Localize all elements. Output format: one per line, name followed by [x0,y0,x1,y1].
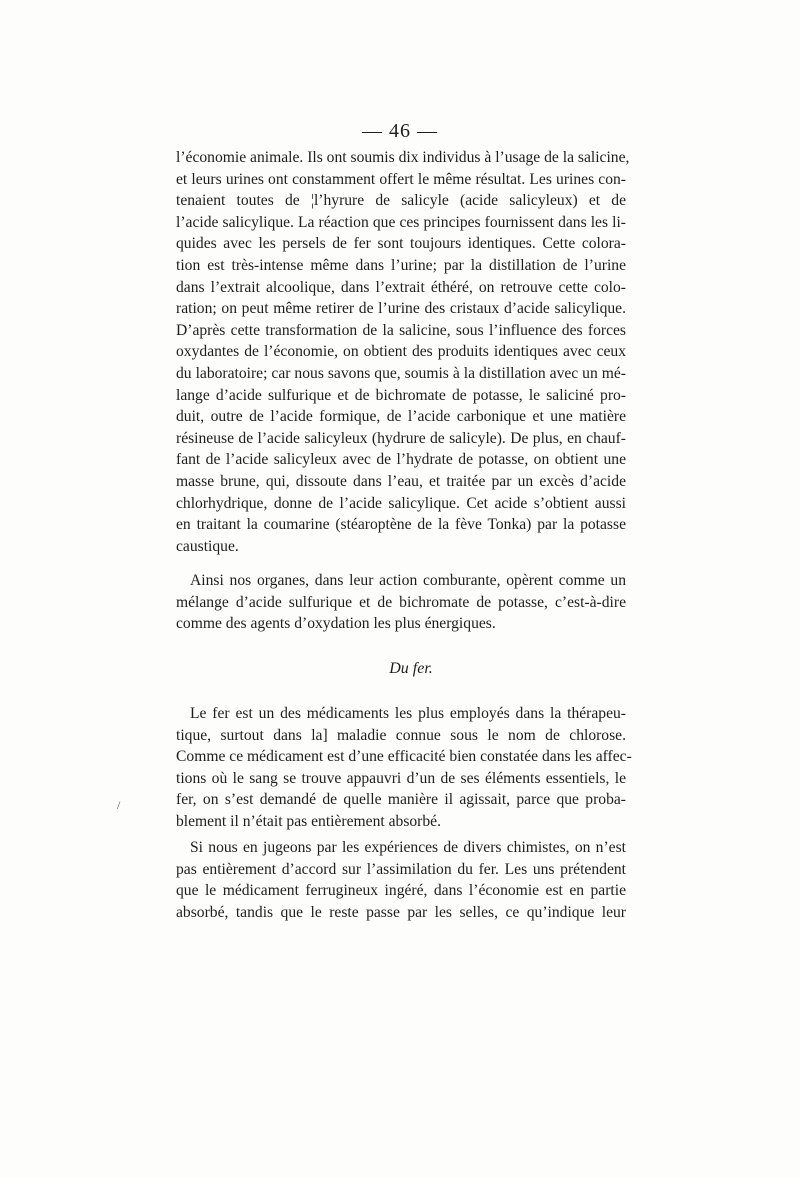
text-line: en traitant la coumarine (stéaroptène de la fève Tonka) par la potasse [176,516,626,534]
paragraph-salicine [176,147,630,557]
text-line: tion est très-intense même dans l’urine; par la distillation de l’urine [176,256,626,274]
text-line: tique, surtout dans la] maladie connue sous le nom de chlorose. [176,726,626,744]
text-line: comme des agents d’oxydation les plus énergiques. [176,615,496,633]
text-line: Si nous en jugeons par les expériences de divers chimistes, on n’est [190,839,626,856]
text-line: oxydantes de l’économie, on obtient des produits identiques avec ceux [176,343,626,361]
text-line: l’acide salicylique. La réaction que ces principes fournissent dans les li- [176,213,626,231]
margin-mark: / [117,798,121,812]
text-line: chlorhydrique, donne de l’acide salicylique. Cet acide s’obtient aussi [176,494,626,512]
text-line: pas entièrement d’accord sur l’assimilation du fer. Les uns prétendent [176,860,626,878]
text-line: quides avec les persels de fer sont toujours identiques. Cette colora- [176,235,626,253]
text-line: mélange d’acide sulfurique et de bichromate de potasse, c’est-à-dire [176,593,626,611]
text-line: Le fer est un des médicaments les plus employés dans la thérapeu- [190,705,626,722]
text-line: Comme ce médicament est d’une efficacité bien constatée dans les affec- [176,748,632,766]
section-heading: Du fer. [389,660,433,677]
page-number: — 46 — [362,120,438,142]
text-line: tenaient toutes de ¦l’hyrure de salicyle (acide salicyleux) et de [176,192,626,210]
text-line: ration; on peut même retirer de l’urine des cristaux d’acide salicylique. [176,300,626,318]
text-line: du laboratoire; car nous savons que, soumis à la distillation avec un mé- [176,364,626,382]
text-line: tions où le sang se trouve appauvri d’un de ses éléments essentiels, le [176,769,626,787]
text-line: Ainsi nos organes, dans leur action comburante, opèrent comme un [190,572,626,589]
text-line: dans l’extrait alcoolique, dans l’extrait éthéré, on retrouve cette colo- [176,278,626,296]
paragraph-organes [176,570,626,635]
text-line: duit, outre de l’acide formique, de l’acide carbonique et une matière [176,408,626,426]
text-line: fer, on s’est demandé de quelle manière il agissait, parce que proba- [176,791,626,809]
text-line: D’après cette transformation de la salicine, sous l’influence des forces [176,321,626,339]
text-line: caustique. [176,537,239,555]
text-line: résineuse de l’acide salicyleux (hydrure de salicyle). De plus, en chauf- [176,429,626,447]
text-line: blement il n’était pas entièrement absorbé. [176,812,441,830]
text-line: que le médicament ferrugineux ingéré, dans l’économie est en partie [176,882,626,900]
paragraph-fer [176,703,632,833]
text-line: lange d’acide sulfurique et de bichromate de potasse, le saliciné pro- [176,386,626,404]
text-line: l’économie animale. Ils ont soumis dix individus à l’usage de la salicine, [176,149,630,166]
text-line: absorbé, tandis que le reste passe par les selles, ce qu’indique leur [176,903,626,921]
text-line: fant de l’acide salicyleux avec de l’hydrate de potasse, on obtient une [176,451,626,469]
text-line: masse brune, qui, dissoute dans l’eau, et traitée par un excès d’acide [176,472,626,490]
paragraph-experiences [176,837,626,923]
text-line: et leurs urines ont constamment offert le même résultat. Les urines con- [176,170,626,188]
